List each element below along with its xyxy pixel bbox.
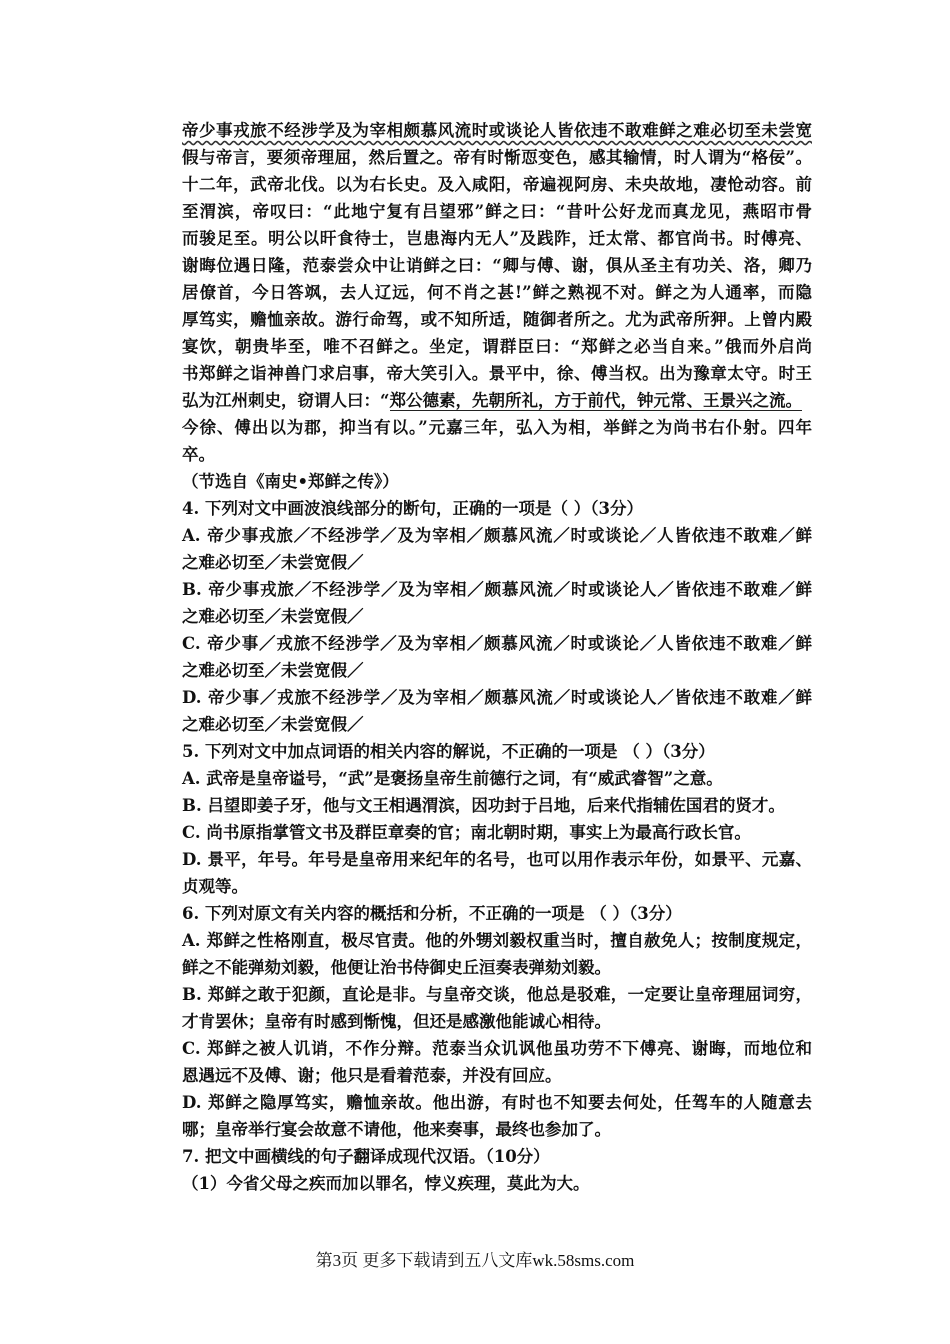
q6-option-a-line1: A. 郑鲜之性格刚直，极尽官责。他的外甥刘毅权重当时，擅自赦免人；按制度规定， [182,931,812,950]
q7-stem: 7. 把文中画横线的句子翻译成现代汉语。（10分） [182,1147,550,1166]
passage-line-5: 而骏足至。明公以旰食待士，岂患海内无人”及践阼，迁太常、都官尚书。时傅亮、 [182,229,812,248]
q4-option-c-line2: 之难必切至／未尝宽假／ [182,661,364,680]
passage-line-6: 谢晦位遇日隆，范泰尝众中让诮鲜之曰：“卿与傅、谢，俱从圣主有功关、洛，卿乃 [182,256,812,275]
q4-option-a-line1: A. 帝少事戎旅／不经涉学／及为宰相／颇慕风流／时或谈论／人皆依违不敢难／鲜 [182,526,812,545]
q4-stem: 4. 下列对文中画波浪线部分的断句，正确的一项是（ ）（3分） [182,499,643,518]
q4-option-d-line2: 之难必切至／未尝宽假／ [182,715,364,734]
q6-option-b-line2: 才肯罢休；皇帝有时感到惭愧，但还是感激他能诚心相待。 [182,1012,611,1031]
q6-option-c-line2: 恩遇远不及傅、谢；他只是看着范泰，并没有回应。 [182,1066,562,1085]
q5-option-d-line1: D. 景平，年号。年号是皇帝用来纪年的名号，也可以用作表示年份，如景平、元嘉、 [182,850,812,869]
passage-line-13: 卒。 [182,445,215,464]
passage-source: （节选自《南史•郑鲜之传》） [182,472,399,491]
q4-option-c-line1: C. 帝少事／戎旅不经涉学／及为宰相／颇慕风流／时或谈论／人皆依违不敢难／鲜 [182,634,812,653]
q6-option-d-line2: 哪；皇帝举行宴会故意不请他，他来奏事，最终也参加了。 [182,1120,611,1139]
passage-line-12: 今徐、傅出以为郡，抑当有以。”元嘉三年，弘入为相，举鲜之为尚书右仆射。四年 [182,418,812,437]
q4-option-b-line1: B. 帝少事戎旅／不经涉学／及为宰相／颇慕风流／时或谈论人／皆依违不敢难／鲜 [182,580,812,599]
passage-line-11 [182,388,812,414]
q5-option-b: B. 吕望即姜子牙，他与文王相遇渭滨，因功封于吕地，后来代指辅佐国君的贤才。 [182,796,785,815]
q6-stem: 6. 下列对原文有关内容的概括和分析，不正确的一项是 （ ）（3分） [182,904,682,923]
passage-line-4: 至渭滨，帝叹曰：“此地宁复有吕望邪”鲜之曰：“昔叶公好龙而真龙见，燕昭市骨 [182,202,812,221]
q4-option-a-line2: 之难必切至／未尝宽假／ [182,553,364,572]
passage-line-11-start: 弘为江州刺史，窃谓人曰：“ [182,391,390,410]
q6-option-d-line1: D. 郑鲜之隐厚笃实，赡恤亲故。他出游，有时也不知要去何处，任驾车的人随意去 [182,1093,812,1112]
q5-option-d-line2: 贞观等。 [182,877,248,896]
passage-line-3: 十二年，武帝北伐。以为右长史。及入咸阳，帝遍视阿房、未央故地，凄怆动容。前 [182,175,812,194]
passage-line-1: 帝少事戎旅不经涉学及为宰相颇慕风流时或谈论人皆依违不敢难鲜之难必切至未尝宽 [182,121,812,140]
q7-sub-question-1: （1）今省父母之疾而加以罪名，悖义疾理，莫此为大。 [182,1174,590,1193]
q5-option-c: C. 尚书原指掌管文书及群臣章奏的官；南北朝时期，事实上为最高行政长官。 [182,823,751,842]
passage-line-8: 厚笃实，赡恤亲故。游行命驾，或不知所适，随御者所之。尤为武帝所狎。上曾内殿 [182,310,812,329]
q6-option-b-line1: B. 郑鲜之敢于犯颜，直论是非。与皇帝交谈，他总是驳难，一定要让皇帝理屈词穷， [182,985,812,1004]
q6-option-a-line2: 鲜之不能弹劾刘毅，他便让治书侍御史丘洹奏表弹劾刘毅。 [182,958,611,977]
translation-sentence-underlined: 郑公德素，先朝所礼，方于前代，钟元常、王景兴之流。 [389,391,802,410]
q6-option-c-line1: C. 郑鲜之被人讥诮，不作分辩。范泰当众讥讽他虽功劳不下傅亮、谢晦，而地位和 [182,1039,812,1058]
passage-line-9: 宴饮，朝贵毕至，唯不召鲜之。坐定，谓群臣曰：“郑鲜之必当自来。”俄而外启尚 [182,337,812,356]
q4-option-b-line2: 之难必切至／未尝宽假／ [182,607,364,626]
passage-line-7: 居僚首，今日答飒，去人辽远，何不肖之甚!”鲜之熟视不对。鲜之为人通率，而隐 [182,283,812,302]
passage-line-2: 假与帝言，要须帝理屈，然后置之。帝有时惭恧变色，感其输情，时人谓为“格佞”。 [182,148,812,167]
passage-line-10: 书郑鲜之诣神兽门求启事，帝大笑引入。景平中，徐、傅当权。出为豫章太守。时王 [182,364,812,383]
q5-option-a: A. 武帝是皇帝谥号，“武”是褒扬皇帝生前德行之词，有“威武睿智”之意。 [182,769,723,788]
q4-option-d-line1: D. 帝少事／戎旅不经涉学／及为宰相／颇慕风流／时或谈论人／皆依违不敢难／鲜 [182,688,812,707]
page-footer: 第3页 更多下载请到五八文库wk.58sms.com [315,1251,635,1270]
q5-stem: 5. 下列对文中加点词语的相关内容的解说，不正确的一项是 （ ）（3分） [182,742,715,761]
